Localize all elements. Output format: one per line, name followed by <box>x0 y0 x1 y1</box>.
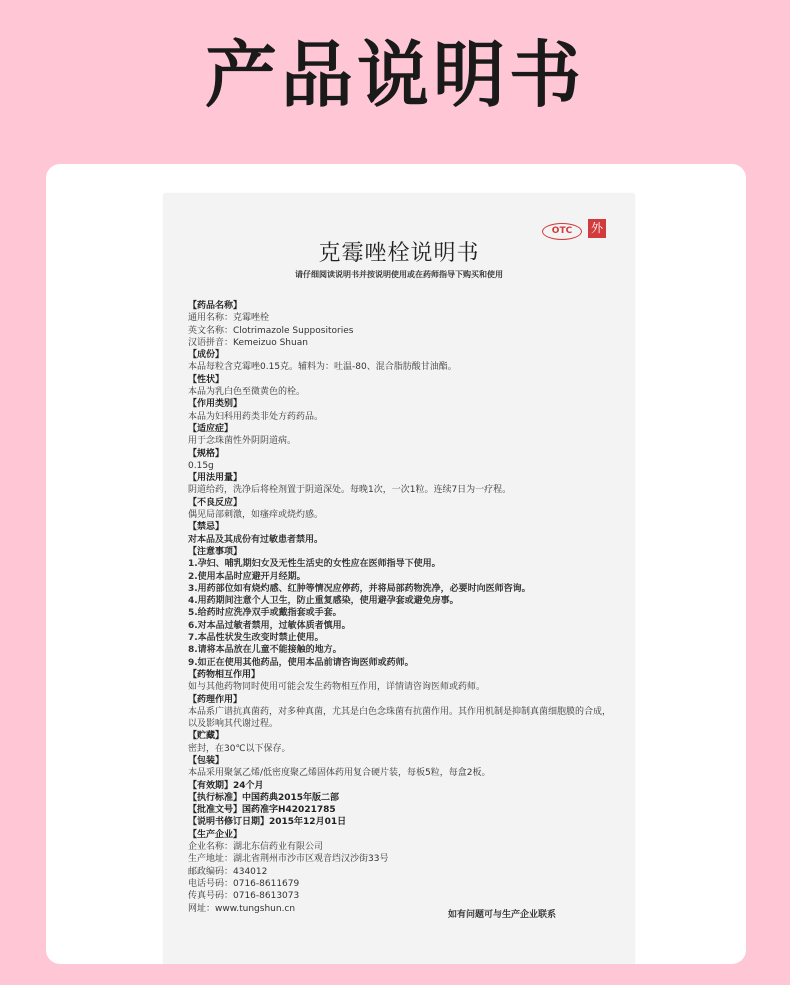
section-heading: 【药品名称】 <box>188 301 243 311</box>
leaflet-line: 阴道给药，洗净后将栓剂置于阴道深处。每晚1次，一次1粒。连续7日为一疗程。 <box>188 485 512 496</box>
leaflet-line: 本品为妇科用药类非处方药药品。 <box>188 411 324 422</box>
section-heading: 【成份】 <box>188 350 225 361</box>
section-heading: 【性状】 <box>188 374 225 385</box>
leaflet-line: 偶见局部刺激，如瘙痒或烧灼感。 <box>188 510 324 521</box>
leaflet-line: 邮政编码：434012 <box>188 866 268 877</box>
section-heading: 【规格】 <box>188 448 225 459</box>
section-heading: 【不良反应】 <box>188 497 243 508</box>
leaflet-line: 用于念珠菌性外阴阴道病。 <box>188 436 297 447</box>
section-heading: 【生产企业】 <box>188 829 243 840</box>
section-heading: 【适应症】 <box>188 423 234 434</box>
leaflet-line: 3.用药部位如有烧灼感、红肿等情况应停药，并将局部药物洗净，必要时向医师咨询。 <box>188 583 531 594</box>
section-heading: 【执行标准】中国药典2015年版二部 <box>188 792 340 803</box>
section-heading: 【说明书修订日期】2015年12月01日 <box>188 817 347 828</box>
leaflet-line: 6.对本品过敏者禁用，过敏体质者慎用。 <box>188 620 351 631</box>
contact-note: 如有问题可与生产企业联系 <box>448 910 557 920</box>
leaflet-line: 9.如正在使用其他药品，使用本品前请咨询医师或药师。 <box>188 657 414 668</box>
leaflet-line: 如与其他药物同时使用可能会发生药物相互作用，详情请咨询医师或药师。 <box>188 682 486 693</box>
leaflet-subtitle: 请仔细阅读说明书并按说明使用或在药师指导下购买和使用 <box>295 270 503 279</box>
section-heading: 【贮藏】 <box>188 731 225 742</box>
leaflet-line: 7.本品性状发生改变时禁止使用。 <box>188 633 324 644</box>
leaflet-line: 汉语拼音：Kemeizuo Shuan <box>188 337 308 348</box>
content-card <box>46 164 746 964</box>
section-heading: 【作用类别】 <box>188 399 243 410</box>
external-use-badge: 外 <box>588 219 606 238</box>
leaflet-line: 传真号码：0716-8613073 <box>188 891 300 902</box>
leaflet-line: 2.使用本品时应避开月经期。 <box>188 571 306 582</box>
leaflet-line: 通用名称：克霉唑栓 <box>188 313 270 324</box>
leaflet-line: 本品为乳白色至微黄色的栓。 <box>188 387 306 398</box>
leaflet-line: 对本品及其成份有过敏患者禁用。 <box>188 534 324 545</box>
leaflet-content <box>188 300 618 915</box>
leaflet-line: 电话号码：0716-8611679 <box>188 878 300 889</box>
leaflet-line: 4.用药期间注意个人卫生，防止重复感染，使用避孕套或避免房事。 <box>188 596 459 607</box>
instruction-leaflet <box>164 194 634 964</box>
leaflet-line: 本品每粒含克霉唑0.15克。辅料为：吐温-80、混合脂肪酸甘油酯。 <box>188 362 457 373</box>
leaflet-line: 1.孕妇、哺乳期妇女及无性生活史的女性应在医师指导下使用。 <box>188 559 441 570</box>
leaflet-line: 密封，在30℃以下保存。 <box>188 743 291 754</box>
section-heading: 【有效期】24个月 <box>188 780 264 791</box>
leaflet-line: 企业名称：湖北东信药业有限公司 <box>188 842 324 853</box>
leaflet-line: 网址：www.tungshun.cn <box>188 903 296 914</box>
leaflet-line: 英文名称：Clotrimazole Suppositories <box>188 325 354 336</box>
leaflet-line: 8.请将本品放在儿童不能接触的地方。 <box>188 645 342 656</box>
banner-title: 产品说明书 <box>204 33 585 117</box>
leaflet-line: 本品采用聚氯乙烯/低密度聚乙烯固体药用复合硬片装，每板5粒，每盒2板。 <box>188 768 491 779</box>
leaflet-line: 生产地址：湖北省荆州市沙市区观音垱汉沙街33号 <box>188 854 389 865</box>
section-heading: 【禁忌】 <box>188 522 225 533</box>
section-heading: 【批准文号】国药准字H42021785 <box>188 805 336 816</box>
section-heading: 【包装】 <box>188 755 225 766</box>
leaflet-line: 本品系广谱抗真菌药，对多种真菌，尤其是白色念珠菌有抗菌作用。其作用机制是抑制真菌细胞膜的合成，以及影响其代谢过程。 <box>188 706 612 730</box>
section-heading: 【用法用量】 <box>188 473 243 484</box>
section-heading: 【药理作用】 <box>188 694 243 705</box>
section-heading: 【注意事项】 <box>188 546 243 557</box>
leaflet-line: 5.给药时应洗净双手或戴指套或手套。 <box>188 608 342 619</box>
otc-badge: OTC <box>542 223 582 240</box>
leaflet-title: 克霉唑栓说明书 <box>318 241 480 266</box>
section-heading: 【药物相互作用】 <box>188 669 261 680</box>
leaflet-line: 0.15g <box>188 460 214 471</box>
